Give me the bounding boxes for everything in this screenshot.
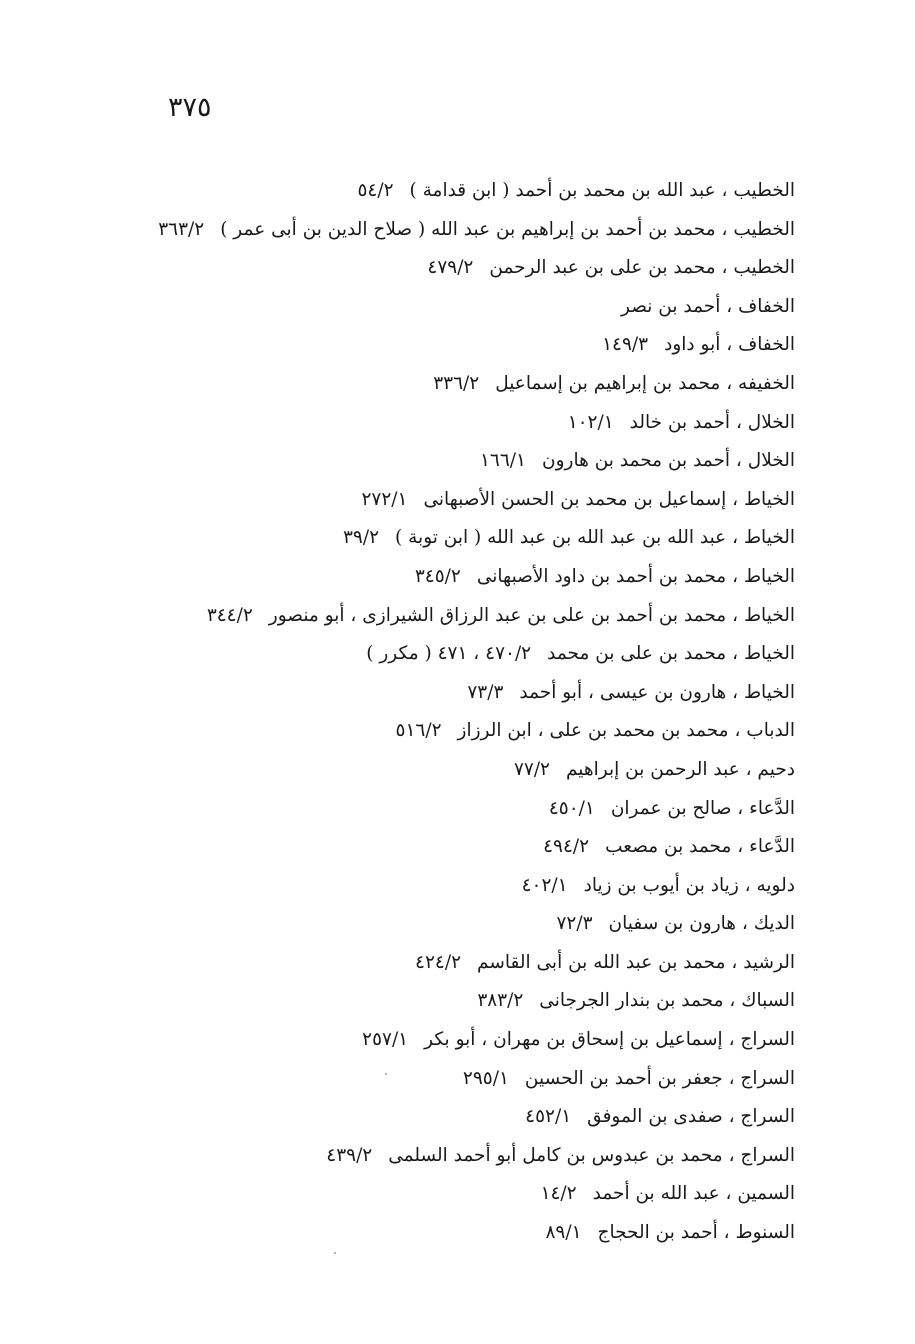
entry-text: الخطيب ، محمد بن أحمد بن إبراهيم بن عبد الله ( صلاح الدين بن أبى عمر ) (220, 218, 795, 240)
entry-text: الدَّعاء ، محمد بن مصعب (605, 836, 795, 858)
index-entry (95, 712, 795, 751)
entry-text: السراج ، صفدى بن الموفق (587, 1106, 795, 1128)
entry-reference: ٧٣/٣ (467, 681, 504, 703)
entry-text: الخطيب ، محمد بن على بن عبد الرحمن (489, 257, 795, 279)
entry-text: الخياط ، هارون بن عيسى ، أبو أحمد (519, 681, 795, 703)
entry-text: الخلال ، أحمد بن خالد (629, 411, 795, 433)
entry-reference: ٤٥٠/١ (548, 797, 595, 819)
entry-reference: ١٤٩/٣ (602, 334, 649, 356)
entry-reference: ٤٣٩/٢ (326, 1144, 373, 1166)
entry-text: الخياط ، محمد بن أحمد بن داود الأصبهانى (476, 565, 795, 587)
index-entry (95, 828, 795, 867)
index-entry (95, 481, 795, 520)
index-entry (95, 944, 795, 983)
entry-reference: ٤٢٤/٢ (415, 951, 462, 973)
index-entry (95, 404, 795, 443)
index-entry (95, 519, 795, 558)
entry-reference: ٥٤/٢ (357, 180, 394, 201)
entry-reference: ٤٧٠/٢ ، ٤٧١ ( مكرر ) (366, 643, 532, 665)
entry-reference: ٥١٦/٢ (395, 720, 442, 742)
entry-reference: ٣٦٣/٢ (158, 218, 205, 240)
entry-text: الرشيد ، محمد بن عبد الله بن أبى القاسم (477, 951, 795, 973)
entry-text: الخياط ، محمد بن أحمد بن على بن عبد الرزاق الشيرازى ، أبو منصور (268, 604, 795, 626)
index-entry (95, 326, 795, 365)
index-entry (95, 1137, 795, 1176)
entry-reference: ٣٤٤/٢ (206, 604, 253, 626)
index-entry (95, 905, 795, 944)
index-entries (95, 172, 795, 1253)
entry-reference: ٨٩/١ (545, 1222, 582, 1244)
entry-text: السراج ، محمد بن عبدوس بن كامل أبو أحمد السلمى (388, 1144, 795, 1166)
entry-text: السنوط ، أحمد بن الحجاج (597, 1222, 795, 1244)
index-entry (95, 211, 795, 250)
entry-reference: ٣٨٣/٢ (477, 990, 524, 1012)
entry-text: الدباب ، محمد بن محمد بن على ، ابن الرزاز (457, 720, 795, 742)
entry-text: السراج ، إسماعيل بن إسحاق بن مهران ، أبو بكر (424, 1029, 795, 1051)
index-entry (95, 867, 795, 906)
entry-reference: ٢٥٧/١ (362, 1029, 409, 1051)
entry-text: الخياط ، عبد الله بن عبد الله بن عبد الله ( ابن توبة ) (395, 527, 795, 549)
entry-reference: ١٠٢/١ (567, 411, 614, 433)
scan-speck (334, 1252, 336, 1254)
index-entry (95, 172, 795, 211)
entry-text: دحيم ، عبد الرحمن بن إبراهيم (566, 758, 795, 780)
index-entry (95, 1175, 795, 1214)
entry-reference: ٣٩/٢ (342, 527, 380, 549)
index-entry (95, 1060, 795, 1099)
scan-speck (385, 1073, 387, 1075)
entry-reference: ٣٤٥/٢ (414, 565, 461, 587)
entry-reference: ٣٣٦/٢ (433, 372, 480, 394)
entry-text: السمين ، عبد الله بن أحمد (592, 1183, 795, 1205)
entry-text: الخطيب ، عبد الله بن محمد بن أحمد ( ابن قدامة ) (409, 180, 795, 201)
entry-text: الخفاف ، أحمد بن نصر (621, 295, 795, 317)
entry-text: دلويه ، زياد بن أيوب بن زياد (583, 874, 795, 896)
index-entry (95, 1021, 795, 1060)
entry-reference: ٢٩٥/١ (462, 1067, 509, 1089)
entry-reference: ١٦٦/١ (480, 450, 526, 472)
index-entry (95, 1098, 795, 1137)
index-entry (95, 249, 795, 288)
index-entry (95, 635, 795, 674)
index-entry (95, 751, 795, 790)
entry-reference: ٤٠٢/١ (521, 874, 568, 896)
entry-reference: ٧٢/٣ (556, 913, 593, 935)
index-entry (95, 982, 795, 1021)
entry-text: الخياط ، محمد بن على بن محمد (547, 643, 795, 665)
index-entry (95, 597, 795, 636)
index-entry (95, 674, 795, 713)
index-entry (95, 288, 795, 327)
entry-text: الدَّعاء ، صالح بن عمران (610, 797, 795, 819)
entry-text: الخفاف ، أبو داود (664, 334, 795, 356)
entry-reference: ٧٧/٢ (513, 758, 550, 780)
index-entry (95, 442, 795, 481)
entry-reference: ٢٧٢/١ (361, 488, 408, 510)
index-entry (95, 1214, 795, 1253)
entry-text: الديك ، هارون بن سفيان (608, 913, 795, 935)
page-number: ٣٧٥ (168, 92, 212, 123)
entry-text: السراج ، جعفر بن أحمد بن الحسين (524, 1067, 795, 1089)
entry-text: الخلال ، أحمد بن محمد بن هارون (541, 450, 795, 472)
entry-reference: ١٤/٢ (540, 1183, 577, 1205)
index-entry (95, 790, 795, 829)
entry-text: الخفيفه ، محمد بن إبراهيم بن إسماعيل (495, 372, 795, 394)
entry-text: السباك ، محمد بن بندار الجرجانى (539, 990, 795, 1012)
entry-reference: ٤٧٩/٢ (427, 257, 474, 279)
entry-reference: ٤٥٢/١ (525, 1106, 572, 1128)
index-entry (95, 365, 795, 404)
entry-reference: ٤٩٤/٢ (543, 836, 590, 858)
index-entry (95, 558, 795, 597)
entry-text: الخياط ، إسماعيل بن محمد بن الحسن الأصبهانى (423, 488, 795, 510)
